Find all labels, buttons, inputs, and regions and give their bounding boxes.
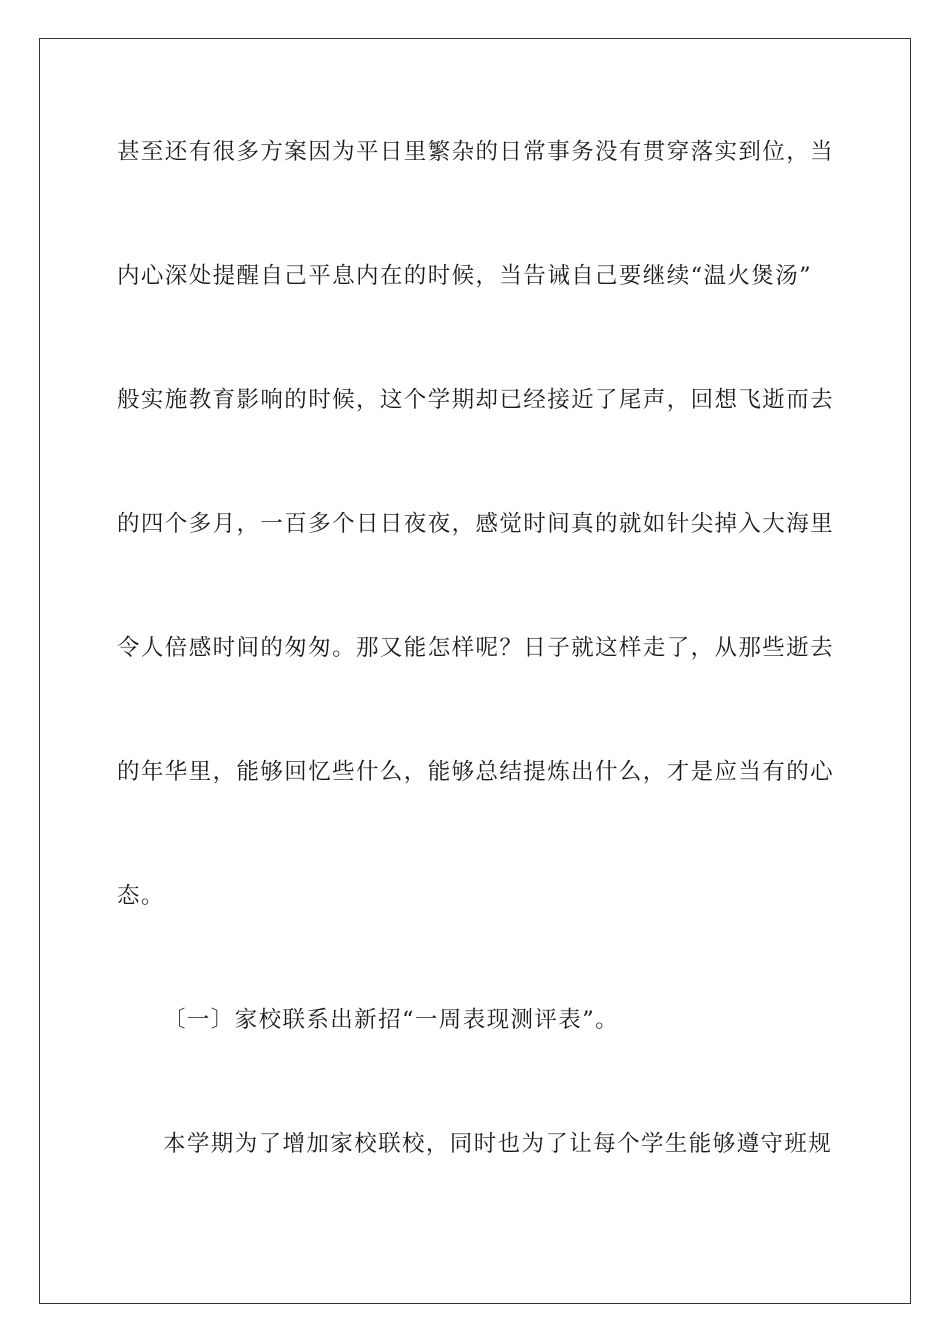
- page-border: [39, 38, 911, 1304]
- body-text-line-7: 态。: [117, 883, 165, 909]
- body-text-line-1: 甚至还有很多方案因为平日里繁杂的日常事务没有贯穿落实到位，当: [117, 139, 835, 165]
- section-heading: 〔一〕家校联系出新招“一周表现测评表”。: [163, 1007, 620, 1033]
- body-text-line-5: 令人倍感时间的匆匆。那又能怎样呢？日子就这样走了，从那些逝去: [117, 635, 835, 661]
- body-text-line-3: 般实施教育影响的时候，这个学期却已经接近了尾声，回想飞逝而去: [117, 387, 835, 413]
- body-text-line-2: 内心深处提醒自己平息内在的时候，当告诫自己要继续“温火煲汤”: [117, 263, 813, 289]
- body-text-line-6: 的年华里，能够回忆些什么，能够总结提炼出什么，才是应当有的心: [117, 759, 835, 785]
- paragraph-first-line: 本学期为了增加家校联校，同时也为了让每个学生能够遵守班规: [163, 1131, 833, 1157]
- body-text-line-4: 的四个多月，一百多个日日夜夜，感觉时间真的就如针尖掉入大海里: [117, 511, 835, 537]
